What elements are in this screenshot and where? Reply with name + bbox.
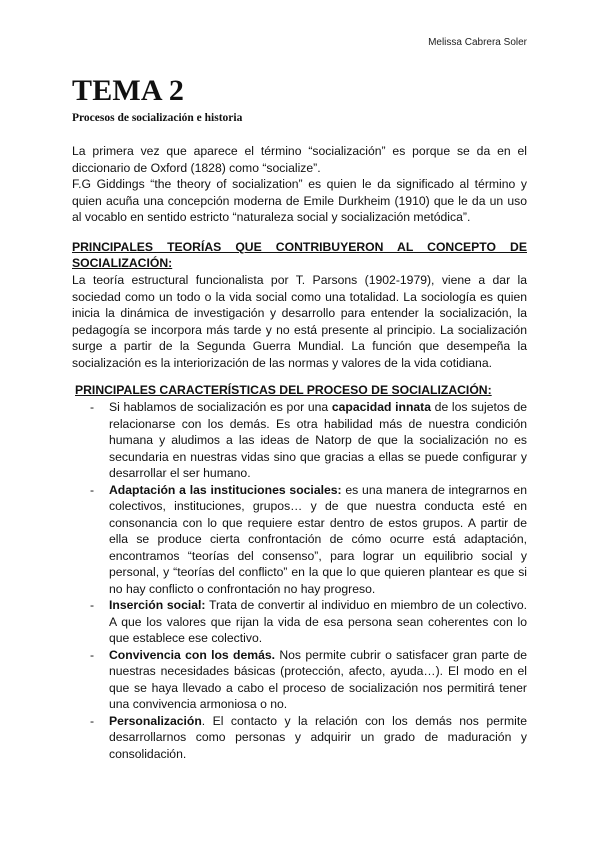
list-item (72, 482, 527, 598)
bullet-marker: - (90, 647, 95, 662)
item-text: Trata de convertir al individuo en miembro de un colectivo. A que los valores que rijan la vida de esa persona sean coherentes con lo que establece ese colectivo. (109, 598, 527, 645)
list-item (72, 647, 527, 713)
item-text: es una manera de integrarnos en colectivos, instituciones, grupos… y de que nuestra conducta esté en consonancia con lo que requiere estar dentro de estos grupos. A partir de ella se produce cierta confrontación de cómo ocurre está adaptación, encontramos “teorías del consenso”, para lograr un equilibrio social y personal, y “teorías del conflicto” en la que lo que quieren plantear es que si no hay conflicto o confrontación no hay progreso. (109, 482, 527, 596)
item-bold-term: Convivencia con los demás. (109, 647, 276, 662)
intro-paragraph-1: La primera vez que aparece el término “socialización” es porque se da en el diccionario de Oxford (1828) como “socialize”. (72, 144, 527, 175)
section-1-heading: PRINCIPALES TEORÍAS QUE CONTRIBUYERON AL CONCEPTO DE (72, 240, 527, 254)
list-item (72, 399, 527, 482)
list-item (72, 597, 527, 647)
theory-paragraph: La teoría estructural funcionalista por T. Parsons (1902-1979), viene a dar la sociedad como un todo o la vida social como una totalidad. La sociología es quien inicia la dinámica de investigación y desarrollo para entender la socialización, la pedagogía se incorpora más tarde y no está presente al principio. La socialización surge a partir de la Segunda Guerra Mundial. La función que desempeña la socialización es la interiorización de las normas y valores de la vida cotidiana. (72, 273, 527, 370)
header-author: Melissa Cabrera Soler (428, 37, 527, 48)
item-text: de los sujetos de relacionarse con los demás. Es otra habilidad más de nuestra condición humana y aludimos a las ideas de Natorp de que la socialización no es secundaria en nuestras vidas sino que gracias a ellas se puede configurar y desarrollar el ser humano. (109, 400, 527, 480)
list-item (72, 713, 527, 763)
section-2-heading: PRINCIPALES CARACTERÍSTICAS DEL PROCESO DE SOCIALIZACIÓN: (75, 383, 492, 397)
bullet-marker: - (90, 713, 95, 728)
item-bold-term: Personalización (109, 713, 202, 728)
page-subtitle: Procesos de socialización e historia (72, 112, 243, 124)
bullet-marker: - (90, 400, 95, 414)
item-bold-term: Inserción social: (109, 598, 206, 612)
item-text: Si hablamos de socialización es por una (109, 400, 332, 414)
section-1-body (72, 272, 527, 371)
intro-section (72, 143, 527, 226)
item-text: Nos permite cubrir o satisfacer gran parte de nuestras necesidades básicas (protección, afecto, ayuda…). El modo en el que se haya llevado a cabo el proceso de socialización nos permitirá tener una convivencia armoniosa o no. (109, 647, 527, 711)
page-title: TEMA 2 (72, 74, 185, 107)
section-1-heading-cont: SOCIALIZACIÓN: (72, 256, 173, 270)
characteristics-list (72, 399, 527, 762)
bullet-marker: - (90, 482, 95, 497)
intro-paragraph-2: F.G Giddings “the theory of socialization” es quien le da significado al término y quien acuña una concepción moderna de Emile Durkheim (1910) que le da un uso al vocablo en sentido estricto “naturaleza social y socialización metódica”. (72, 177, 527, 224)
item-text: . El contacto y la relación con los demás nos permite desarrollarnos como personas y adquirir un grado de maduración y consolidación. (109, 713, 527, 761)
item-bold-term: capacidad innata (331, 400, 432, 414)
bullet-marker: - (90, 598, 95, 612)
item-bold-term: Adaptación a las instituciones sociales: (109, 482, 342, 497)
